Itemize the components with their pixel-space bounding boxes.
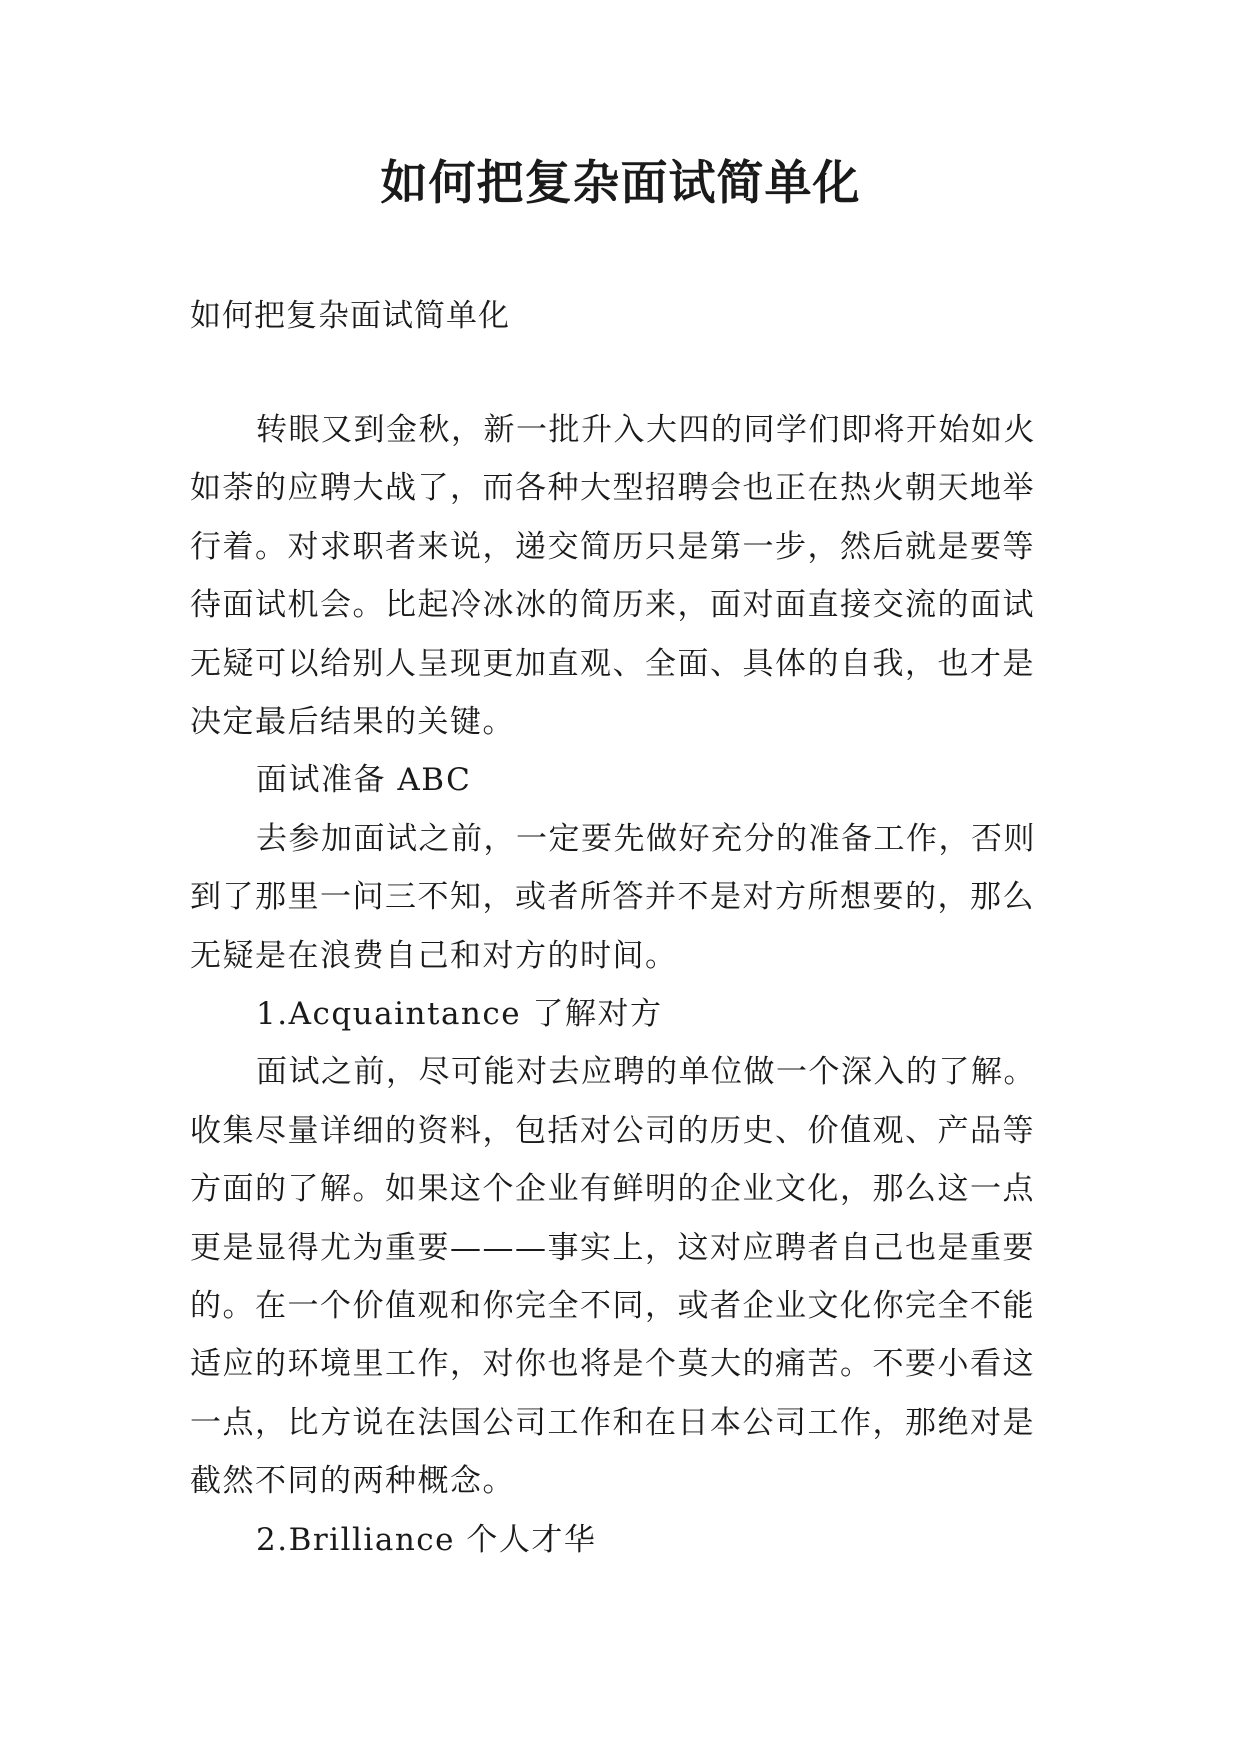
paragraph-line: 2.Brilliance 个人才华 (256, 1521, 597, 1558)
paragraph-line: 面试准备 ABC (256, 762, 472, 799)
paragraph-line: 无疑是在浪费自己和对方的时间。 (190, 937, 678, 974)
paragraph-line: 如荼的应聘大战了，而各种大型招聘会也正在热火朝天地举 (190, 470, 1035, 507)
paragraph-line: 行着。对求职者来说，递交简历只是第一步，然后就是要等 (190, 528, 1035, 565)
paragraph-line: 1.Acquaintance 了解对方 (256, 996, 663, 1032)
paragraph-line: 决定最后结果的关键。 (190, 704, 515, 740)
paragraph-line: 截然不同的两种概念。 (190, 1463, 515, 1500)
paragraph-line: 一点，比方说在法国公司工作和在日本公司工作，那绝对是 (190, 1404, 1035, 1441)
paragraph-line: 的。在一个价值观和你完全不同，或者企业文化你完全不能 (190, 1288, 1035, 1324)
paragraph-line: 收集尽量详细的资料，包括对公司的历史、价值观、产品等 (190, 1112, 1035, 1149)
paragraph-line: 转眼又到金秋，新一批升入大四的同学们即将开始如火 (256, 412, 1036, 448)
paragraph-line: 方面的了解。如果这个企业有鲜明的企业文化，那么这一点 (190, 1171, 1035, 1208)
paragraph-line: 面试之前，尽可能对去应聘的单位做一个深入的了解。 (256, 1054, 1036, 1091)
paragraph-line: 无疑可以给别人呈现更加直观、全面、具体的自我，也才是 (190, 645, 1035, 682)
paragraph-line: 待面试机会。比起冷冰冰的简历来，面对面直接交流的面试 (190, 587, 1035, 624)
paragraph-line: 到了那里一问三不知，或者所答并不是对方所想要的，那么 (190, 879, 1035, 916)
paragraph-line: 适应的环境里工作，对你也将是个莫大的痛苦。不要小看这 (190, 1346, 1035, 1383)
paragraph-line: 更是显得尤为重要———事实上，这对应聘者自己也是重要 (190, 1229, 1035, 1266)
document-title: 如何把复杂面试简单化 (380, 156, 861, 211)
document-subtitle: 如何把复杂面试简单化 (190, 298, 510, 334)
paragraph-line: 去参加面试之前，一定要先做好充分的准备工作，否则 (256, 820, 1036, 857)
